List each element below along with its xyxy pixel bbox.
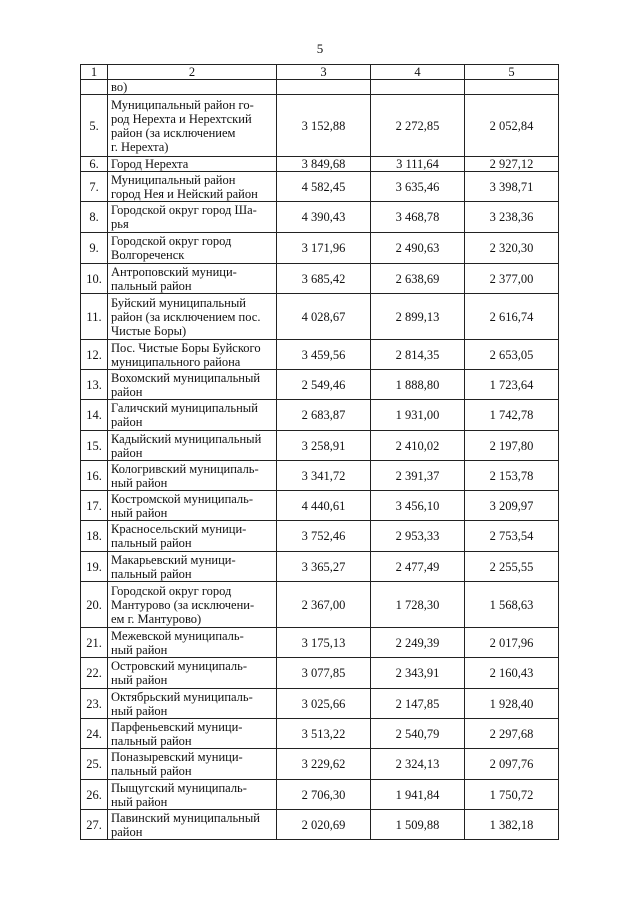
- district-name: Павинский муниципальный район: [108, 810, 277, 840]
- value-col4: 3 468,78: [371, 202, 465, 233]
- district-name: Пыщугский муниципаль- ный район: [108, 780, 277, 810]
- district-name: Островский муниципаль- ный район: [108, 658, 277, 689]
- table-row: [81, 157, 559, 172]
- district-name: Октябрьский муниципаль- ный район: [108, 689, 277, 719]
- value-col4: 2 814,35: [371, 340, 465, 370]
- value-col3: 4 028,67: [277, 294, 371, 340]
- table-row: [81, 264, 559, 294]
- value-col3: 3 365,27: [277, 552, 371, 582]
- value-col3: 4 582,45: [277, 172, 371, 202]
- value-col3: 3 229,62: [277, 749, 371, 780]
- row-number: [81, 80, 108, 95]
- value-col3: 3 171,96: [277, 233, 371, 264]
- value-col3: 3 685,42: [277, 264, 371, 294]
- row-number: 9.: [81, 233, 108, 264]
- value-col5: 2 377,00: [465, 264, 559, 294]
- value-col5: 1 742,78: [465, 400, 559, 431]
- row-number: 17.: [81, 491, 108, 521]
- value-col3: 2 020,69: [277, 810, 371, 840]
- value-col5: 2 616,74: [465, 294, 559, 340]
- value-col3: 3 341,72: [277, 461, 371, 491]
- row-number: 5.: [81, 95, 108, 157]
- value-col3: 2 367,00: [277, 582, 371, 628]
- value-col4: 1 728,30: [371, 582, 465, 628]
- table-row: [81, 521, 559, 552]
- value-col5: 2 017,96: [465, 628, 559, 658]
- row-number: 24.: [81, 719, 108, 749]
- district-name: Костромской муниципаль- ный район: [108, 491, 277, 521]
- value-col4: 3 456,10: [371, 491, 465, 521]
- table-row: [81, 340, 559, 370]
- row-number: 26.: [81, 780, 108, 810]
- row-number: 21.: [81, 628, 108, 658]
- value-col4: 2 477,49: [371, 552, 465, 582]
- value-col5: 2 297,68: [465, 719, 559, 749]
- table-row: [81, 719, 559, 749]
- row-number: 7.: [81, 172, 108, 202]
- value-col5: 2 927,12: [465, 157, 559, 172]
- table-row: [81, 95, 559, 157]
- value-col5: 3 238,36: [465, 202, 559, 233]
- value-col5: 3 398,71: [465, 172, 559, 202]
- row-number: 19.: [81, 552, 108, 582]
- value-col4: 1 931,00: [371, 400, 465, 431]
- value-col4: 2 410,02: [371, 431, 465, 461]
- value-col5: 2 320,30: [465, 233, 559, 264]
- value-col3: [277, 80, 371, 95]
- column-header: 1: [81, 65, 108, 80]
- value-col4: 1 509,88: [371, 810, 465, 840]
- row-number: 16.: [81, 461, 108, 491]
- table-row: [81, 80, 559, 95]
- value-col4: 2 490,63: [371, 233, 465, 264]
- value-col5: 2 197,80: [465, 431, 559, 461]
- value-col3: 3 459,56: [277, 340, 371, 370]
- district-name: Кологривский муниципаль- ный район: [108, 461, 277, 491]
- table-row: [81, 202, 559, 233]
- district-name: Вохомский муниципальный район: [108, 370, 277, 400]
- value-col5: 1 750,72: [465, 780, 559, 810]
- value-col4: 3 111,64: [371, 157, 465, 172]
- table-row: [81, 172, 559, 202]
- table-row: [81, 400, 559, 431]
- table-row: [81, 461, 559, 491]
- value-col4: 3 635,46: [371, 172, 465, 202]
- table-row: [81, 431, 559, 461]
- value-col4: 2 272,85: [371, 95, 465, 157]
- tariff-table: [80, 64, 559, 840]
- value-col4: 2 953,33: [371, 521, 465, 552]
- district-name: Муниципальный район го- род Нерехта и Нерехтский район (за исключением г. Нерехта): [108, 95, 277, 157]
- page-number: 5: [316, 41, 324, 56]
- value-col5: 2 753,54: [465, 521, 559, 552]
- value-col3: 3 513,22: [277, 719, 371, 749]
- table-row: [81, 582, 559, 628]
- table-row: [81, 294, 559, 340]
- district-name: Муниципальный район город Нея и Нейский район: [108, 172, 277, 202]
- value-col4: 2 343,91: [371, 658, 465, 689]
- table-row: [81, 628, 559, 658]
- header-row: [81, 65, 559, 80]
- table-row: [81, 658, 559, 689]
- row-number: 6.: [81, 157, 108, 172]
- value-col5: 1 568,63: [465, 582, 559, 628]
- district-name: Кадыйский муниципальный район: [108, 431, 277, 461]
- district-name: Город Нерехта: [108, 157, 277, 172]
- value-col5: 3 209,97: [465, 491, 559, 521]
- district-name: Межевской муниципаль- ный район: [108, 628, 277, 658]
- value-col4: 2 899,13: [371, 294, 465, 340]
- district-name: Городской округ город Мантурово (за исключени- ем г. Мантурово): [108, 582, 277, 628]
- table-row: [81, 780, 559, 810]
- table-row: [81, 689, 559, 719]
- row-number: 14.: [81, 400, 108, 431]
- row-number: 25.: [81, 749, 108, 780]
- district-name: Буйский муниципальный район (за исключением пос. Чистые Боры): [108, 294, 277, 340]
- value-col3: 3 849,68: [277, 157, 371, 172]
- value-col3: 2 706,30: [277, 780, 371, 810]
- district-name: Красносельский муници- пальный район: [108, 521, 277, 552]
- value-col5: 2 052,84: [465, 95, 559, 157]
- value-col5: 1 382,18: [465, 810, 559, 840]
- row-number: 27.: [81, 810, 108, 840]
- value-col3: 3 258,91: [277, 431, 371, 461]
- value-col3: 3 152,88: [277, 95, 371, 157]
- row-number: 8.: [81, 202, 108, 233]
- value-col4: [371, 80, 465, 95]
- district-name: Галичский муниципальный район: [108, 400, 277, 431]
- district-name: Поназыревский муници- пальный район: [108, 749, 277, 780]
- district-name: Макарьевский муници- пальный район: [108, 552, 277, 582]
- value-col3: 4 390,43: [277, 202, 371, 233]
- table-row: [81, 749, 559, 780]
- table-row: [81, 370, 559, 400]
- row-number: 12.: [81, 340, 108, 370]
- value-col5: [465, 80, 559, 95]
- value-col5: 2 153,78: [465, 461, 559, 491]
- value-col3: 3 025,66: [277, 689, 371, 719]
- column-header: 3: [277, 65, 371, 80]
- value-col5: 1 723,64: [465, 370, 559, 400]
- value-col3: 4 440,61: [277, 491, 371, 521]
- row-number: 18.: [81, 521, 108, 552]
- table-row: [81, 810, 559, 840]
- district-name: Городской округ город Волгореченск: [108, 233, 277, 264]
- value-col4: 2 391,37: [371, 461, 465, 491]
- column-header: 2: [108, 65, 277, 80]
- district-name: Пос. Чистые Боры Буйского муниципального района: [108, 340, 277, 370]
- row-number: 15.: [81, 431, 108, 461]
- value-col5: 2 255,55: [465, 552, 559, 582]
- district-name: во): [108, 80, 277, 95]
- value-col4: 2 324,13: [371, 749, 465, 780]
- district-name: Парфеньевский муници- пальный район: [108, 719, 277, 749]
- value-col5: 2 097,76: [465, 749, 559, 780]
- value-col3: 2 549,46: [277, 370, 371, 400]
- table-body: [81, 65, 559, 840]
- value-col4: 2 540,79: [371, 719, 465, 749]
- row-number: 13.: [81, 370, 108, 400]
- row-number: 20.: [81, 582, 108, 628]
- value-col5: 2 160,43: [465, 658, 559, 689]
- value-col4: 2 147,85: [371, 689, 465, 719]
- table-row: [81, 233, 559, 264]
- table-row: [81, 491, 559, 521]
- row-number: 11.: [81, 294, 108, 340]
- table-row: [81, 552, 559, 582]
- value-col4: 1 888,80: [371, 370, 465, 400]
- row-number: 22.: [81, 658, 108, 689]
- value-col3: 3 752,46: [277, 521, 371, 552]
- value-col4: 2 638,69: [371, 264, 465, 294]
- value-col3: 3 175,13: [277, 628, 371, 658]
- value-col5: 2 653,05: [465, 340, 559, 370]
- column-header: 5: [465, 65, 559, 80]
- value-col3: 2 683,87: [277, 400, 371, 431]
- value-col4: 1 941,84: [371, 780, 465, 810]
- district-name: Антроповский муници- пальный район: [108, 264, 277, 294]
- value-col4: 2 249,39: [371, 628, 465, 658]
- value-col3: 3 077,85: [277, 658, 371, 689]
- district-name: Городской округ город Ша- рья: [108, 202, 277, 233]
- column-header: 4: [371, 65, 465, 80]
- value-col5: 1 928,40: [465, 689, 559, 719]
- row-number: 23.: [81, 689, 108, 719]
- row-number: 10.: [81, 264, 108, 294]
